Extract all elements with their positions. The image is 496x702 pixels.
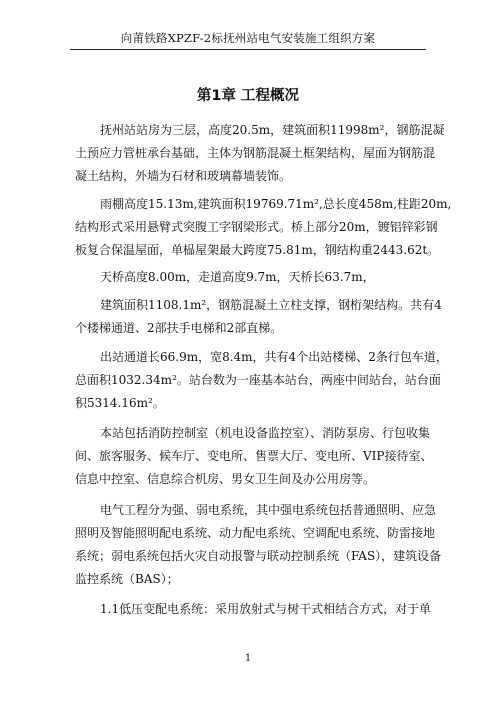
body-line: 土预应力管桩承台基础，主体为钢筋混凝土框架结构，屋面为钢筋混 bbox=[75, 146, 436, 160]
body-line: 系统；弱电系统包括火灾自动报警与联动控制系统（FAS），建筑设备 bbox=[75, 549, 442, 563]
body-line: 凝土结构，外墙为石材和玻璃幕墙装饰。 bbox=[75, 169, 292, 183]
header-rule bbox=[70, 49, 426, 50]
body-line: 电气工程分为强、弱电系统，其中强电系统包括普通照明、应急 bbox=[100, 503, 437, 517]
body-line: 积5314.16m²。 bbox=[75, 396, 165, 410]
body-line: 个楼梯通道、2部扶手电梯和2部直梯。 bbox=[75, 321, 283, 335]
page-number: 1 bbox=[244, 653, 252, 664]
body-line: 雨棚高度15.13m,建筑面积19769.71m²,总长度458m,柱距20m, bbox=[100, 197, 452, 211]
body-line: 结构形式采用悬臂式突腹工字钢梁形式。桥上部分20m，镀铝锌彩钢 bbox=[75, 220, 438, 234]
body-line: 抚州站站房为三层，高度20.5m，建筑面积11998m²，钢筋混凝 bbox=[100, 123, 445, 137]
body-line: 间、旅客服务、候车厅、变电所、售票大厅、变电所、VIP接待室、 bbox=[75, 449, 433, 463]
body-line: 本站包括消防控制室（机电设备监控室）、消防泵房、行包收集 bbox=[100, 426, 431, 440]
body-line: 照明及智能照明配电系统、动力配电系统、空调配电系统、防雷接地 bbox=[75, 526, 436, 540]
body-line: 监控系统（BAS）； bbox=[75, 572, 179, 586]
body-line: 出站通道长66.9m，宽8.4m，共有4个出站楼梯、2条行包车道， bbox=[100, 350, 448, 364]
body-line: 1.1低压变配电系统：采用放射式与树干式相结合方式，对于单 bbox=[100, 602, 432, 616]
body-line: 板复合保温屋面，单榀屋架最大跨度75.81m，钢结构重2443.62t。 bbox=[75, 243, 440, 257]
chapter-title: 第1章 工程概况 bbox=[196, 88, 300, 104]
body-line: 建筑面积1108.1m²，钢筋混凝土立柱支撑，钢桁架结构。共有4 bbox=[100, 298, 442, 312]
body-line: 总面积1032.34m²。站台数为一座基本站台，两座中间站台，站台面 bbox=[75, 373, 441, 387]
page-header: 向莆铁路XPZF-2标抚州站电气安装施工组织方案 bbox=[120, 31, 376, 45]
body-line: 信息中控室、信息综合机房、男女卫生间及办公用房等。 bbox=[75, 472, 376, 486]
body-line: 天桥高度8.00m，走道高度9.7m，天桥长63.7m， bbox=[100, 270, 375, 284]
